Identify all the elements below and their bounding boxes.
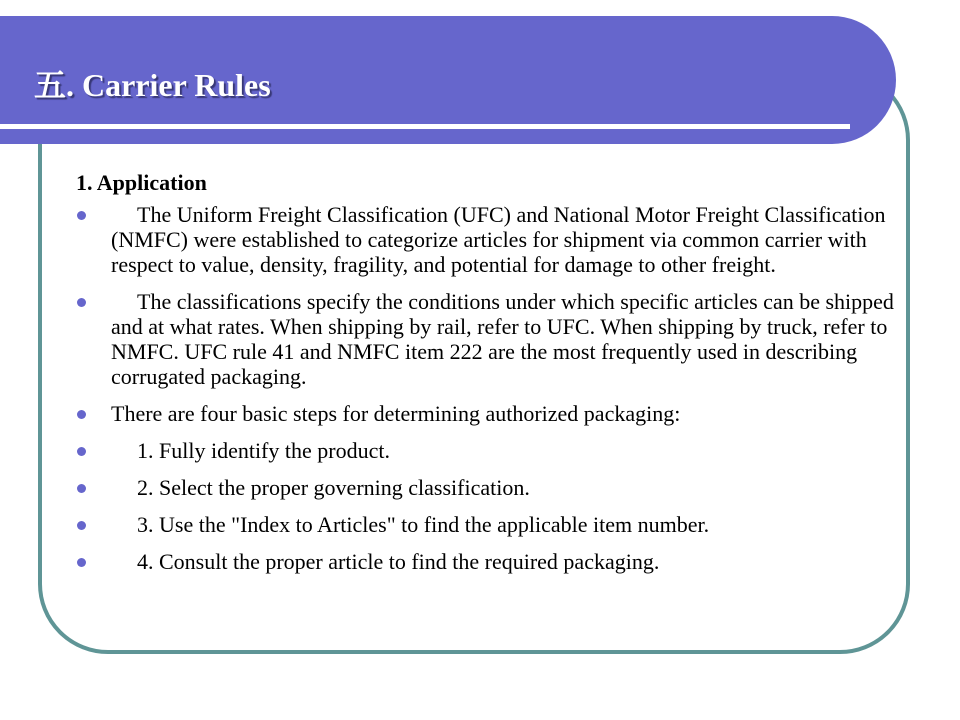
bullet-dot-icon <box>77 447 86 456</box>
list-item <box>76 549 896 574</box>
list-item <box>76 475 896 500</box>
bullet-dot-icon <box>77 484 86 493</box>
list-item <box>76 202 896 277</box>
bullet-dot-icon <box>77 298 86 307</box>
list-item <box>76 401 896 426</box>
slide-content <box>76 170 896 586</box>
list-item <box>76 438 896 463</box>
bullet-dot-icon <box>77 521 86 530</box>
bullet-list <box>76 202 896 574</box>
bullet-text: The Uniform Freight Classification (UFC) and National Motor Freight Classification (NMFC) were established to categorize articles for shipment via common carrier with respect to value, density, fragility, and potential for damage to other freight. <box>111 202 886 277</box>
bullet-text: There are four basic steps for determining authorized packaging: <box>111 401 681 426</box>
bullet-text: 3. Use the "Index to Articles" to find the applicable item number. <box>137 512 710 537</box>
slide-title: 五. Carrier Rules <box>34 67 271 103</box>
banner-underline <box>0 124 850 129</box>
bullet-text: 4. Consult the proper article to find the required packaging. <box>137 549 660 574</box>
bullet-text: 1. Fully identify the product. <box>137 438 390 463</box>
list-item <box>76 289 896 389</box>
list-item <box>76 512 896 537</box>
bullet-text: 2. Select the proper governing classification. <box>137 475 530 500</box>
bullet-dot-icon <box>77 410 86 419</box>
bullet-dot-icon <box>77 558 86 567</box>
section-heading: 1. Application <box>76 170 207 195</box>
bullet-dot-icon <box>77 211 86 220</box>
bullet-text: The classifications specify the conditions under which specific articles can be shipped and at what rates. When shipping by rail, refer to UFC. When shipping by truck, refer to NMFC. UFC rule 41 and NMFC item 222 are the most frequently used in describing corrugated packaging. <box>111 289 894 389</box>
